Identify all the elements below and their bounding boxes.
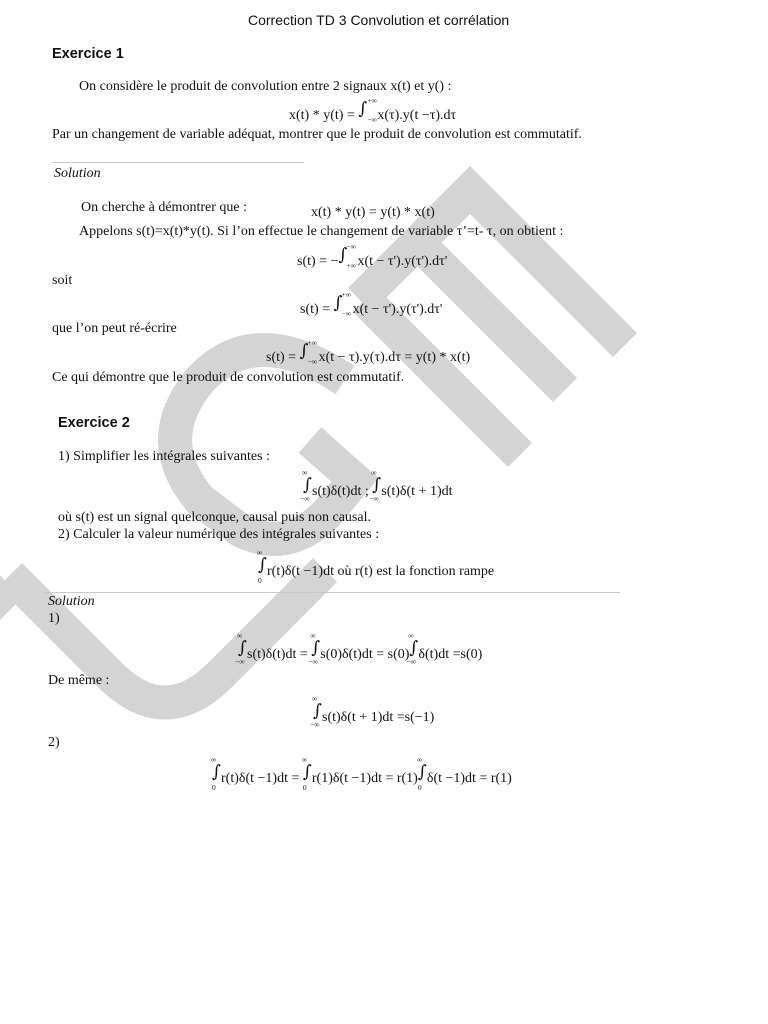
ex1-change-variable: Appelons s(t)=x(t)*y(t). Si l’on effectue le changement de variable τ’=t- τ, on obtient : (79, 224, 564, 239)
ex2-q1-integrals: ∫ ∞ −∞ s(t)δ(t)dt ; ∫ ∞ −∞ s(t)δ(t + 1)dt (300, 468, 453, 503)
ex2-solution-2-label: 2) (48, 735, 60, 750)
separator-line (52, 162, 304, 163)
ex1-demo-equation: x(t) * y(t) = y(t) * x(t) (311, 205, 435, 220)
integral-sign: ∫ +∞ −∞ (299, 338, 318, 366)
de-meme-label: De même : (48, 673, 110, 688)
integral-sign: ∫ ∞ −∞ (310, 694, 322, 729)
integral-sign: ∫ +∞ −∞ (333, 290, 352, 318)
ex2-solution-1-label: 1) (48, 611, 60, 626)
exercise-2-heading: Exercice 2 (58, 415, 130, 431)
page-title: Correction TD 3 Convolution et corrélation (248, 12, 510, 28)
ex2-solution-1b-equation: ∫ ∞ −∞ s(t)δ(t + 1)dt =s(−1) (310, 694, 435, 729)
rewrite-label: que l’on peut ré-écrire (52, 321, 177, 336)
ex2-note: où s(t) est un signal quelconque, causal puis non causal. (58, 510, 371, 525)
integral-sign: ∫ ∞ −∞ (406, 631, 419, 666)
ex1-solution-label: Solution (54, 166, 101, 181)
ex1-demo-intro: On cherche à démontrer que : (81, 200, 247, 215)
exercise-1-heading: Exercice 1 (52, 46, 124, 62)
integral-sign: ∫ ∞ −∞ (300, 468, 312, 503)
ex2-question-1: 1) Simplifier les intégrales suivantes : (58, 449, 270, 464)
integral-sign: ∫ ∞ −∞ (235, 631, 247, 666)
ex1-equation-4: s(t) = ∫ +∞ −∞ x(t − τ).y(τ).dτ = y(t) * x(t) (266, 338, 471, 366)
eq-body: x(τ).y(t −τ).dτ (377, 108, 457, 123)
ex1-equation-2: s(t) = − ∫ −∞ +∞ x(t − τ').y(τ').dτ' (297, 242, 448, 270)
ex2-solution-label: Solution (48, 594, 95, 609)
integral-sign: ∫ ∞ −∞ (369, 468, 382, 503)
ex2-solution-2-equation: ∫ ∞ 0 r(t)δ(t −1)dt = ∫ ∞ 0 r(1)δ(t −1)dt = r(1) ∫ ∞ 0 δ(t −1)dt = r(1) (211, 755, 512, 792)
soit-label: soit (52, 273, 73, 288)
ex1-statement: On considère le produit de convolution entre 2 signaux x(t) et y() : (79, 79, 452, 94)
integral-sign: ∫ +∞ −∞ (358, 96, 377, 124)
ex1-equation-3: s(t) = ∫ +∞ −∞ x(t − τ').y(τ').dτ' (300, 290, 443, 318)
ex1-conclusion: Ce qui démontre que le produit de convolution est commutatif. (52, 370, 405, 385)
integral-sign: ∫ ∞ 0 (257, 548, 267, 585)
integral-sign: ∫ ∞ −∞ (308, 631, 321, 666)
ex2-question-2: 2) Calculer la valeur numérique des intégrales suivantes : (58, 527, 380, 542)
integral-sign: ∫ ∞ 0 (301, 755, 312, 792)
integral-sign: ∫ ∞ 0 (211, 755, 221, 792)
ex2-q2-integral: ∫ ∞ 0 r(t)δ(t −1)dt où r(t) est la fonction rampe (257, 548, 495, 585)
eq-lhs: x(t) * y(t) = (289, 108, 359, 123)
separator-line (44, 592, 620, 593)
ex2-solution-1-equation: ∫ ∞ −∞ s(t)δ(t)dt = ∫ ∞ −∞ s(0)δ(t)dt = s(0) ∫ ∞ −∞ δ(t)dt =s(0) (235, 631, 483, 666)
integral-sign: ∫ ∞ 0 (416, 755, 427, 792)
integral-sign: ∫ −∞ +∞ (338, 242, 357, 270)
ex1-question: Par un changement de variable adéquat, montrer que le produit de convolution est commutatif. (52, 127, 582, 142)
ex1-convolution-equation (289, 96, 457, 124)
